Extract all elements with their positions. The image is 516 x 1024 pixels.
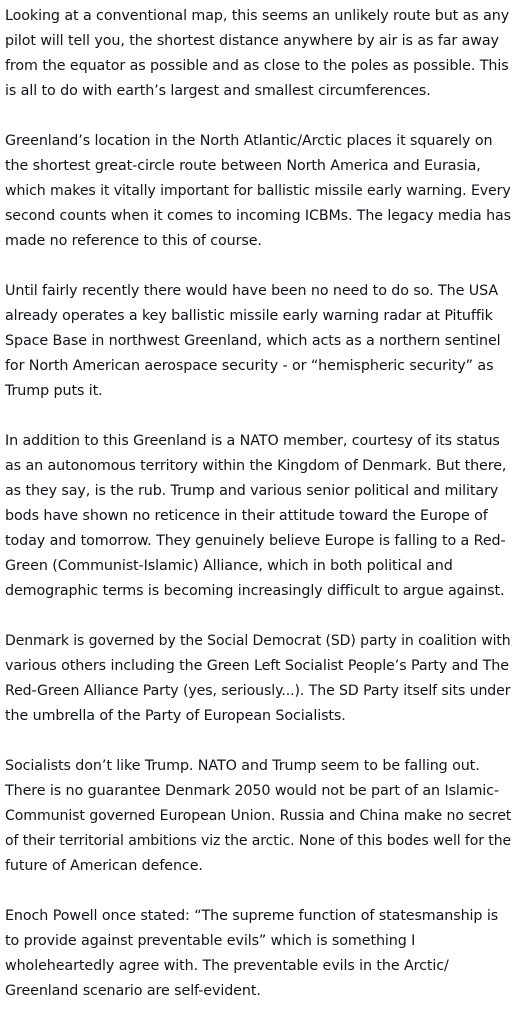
paragraph: [5, 629, 513, 729]
article-body: [5, 4, 513, 1004]
text-line: to provide against preventable evils” which is something I: [5, 933, 416, 949]
text-line: Looking at a conventional map, this seems an unlikely route but as any: [5, 8, 510, 24]
text-line: Red-Green Alliance Party (yes, seriously...). The SD Party itself sits under: [5, 683, 511, 699]
text-line: for North American aerospace security - or “hemispheric security” as: [5, 358, 494, 374]
text-line: Socialists don’t like Trump. NATO and Trump seem to be falling out.: [5, 758, 480, 774]
text-line: as an autonomous territory within the Kingdom of Denmark. But there,: [5, 458, 507, 474]
text-line: as they say, is the rub. Trump and various senior political and military: [5, 483, 499, 499]
paragraph: [5, 429, 513, 604]
text-line: bods have shown no reticence in their attitude toward the Europe of: [5, 508, 488, 524]
text-line: future of American defence.: [5, 858, 203, 874]
text-line: In addition to this Greenland is a NATO member, courtesy of its status: [5, 433, 500, 449]
text-line: second counts when it comes to incoming ICBMs. The legacy media has: [5, 208, 511, 224]
text-line: Trump puts it.: [5, 383, 103, 399]
text-line: Communist governed European Union. Russia and China make no secret: [5, 808, 512, 824]
text-line: already operates a key ballistic missile early warning radar at Pituffik: [5, 308, 493, 324]
text-line: which makes it vitally important for ballistic missile early warning. Every: [5, 183, 511, 199]
text-line: Enoch Powell once stated: “The supreme function of statesmanship is: [5, 908, 499, 924]
text-line: Space Base in northwest Greenland, which acts as a northern sentinel: [5, 333, 501, 349]
paragraph: [5, 4, 513, 104]
text-line: demographic terms is becoming increasingly difficult to argue against.: [5, 583, 505, 599]
text-line: Denmark is governed by the Social Democrat (SD) party in coalition with: [5, 633, 511, 649]
text-line: There is no guarantee Denmark 2050 would not be part of an Islamic-: [5, 783, 499, 799]
text-line: is all to do with earth’s largest and smallest circumferences.: [5, 83, 431, 99]
text-line: pilot will tell you, the shortest distance anywhere by air is as far away: [5, 33, 499, 49]
text-line: wholeheartedly agree with. The preventable evils in the Arctic/: [5, 958, 449, 974]
text-line: the shortest great-circle route between North America and Eurasia,: [5, 158, 481, 174]
text-line: Until fairly recently there would have been no need to do so. The USA: [5, 283, 499, 299]
paragraph: [5, 129, 513, 254]
text-line: Greenland scenario are self-evident.: [5, 983, 261, 999]
text-line: made no reference to this of course.: [5, 233, 262, 249]
text-line: today and tomorrow. They genuinely believe Europe is falling to a Red-: [5, 533, 506, 549]
text-line: of their territorial ambitions viz the arctic. None of this bodes well for the: [5, 833, 512, 849]
paragraph: [5, 279, 513, 404]
paragraph: [5, 904, 513, 1004]
text-line: the umbrella of the Party of European Socialists.: [5, 708, 346, 724]
paragraph: [5, 754, 513, 879]
text-line: Green (Communist-Islamic) Alliance, which in both political and: [5, 558, 453, 574]
text-line: various others including the Green Left Socialist People’s Party and The: [5, 658, 509, 674]
text-line: from the equator as possible and as close to the poles as possible. This: [5, 58, 509, 74]
text-line: Greenland’s location in the North Atlantic/Arctic places it squarely on: [5, 133, 493, 149]
